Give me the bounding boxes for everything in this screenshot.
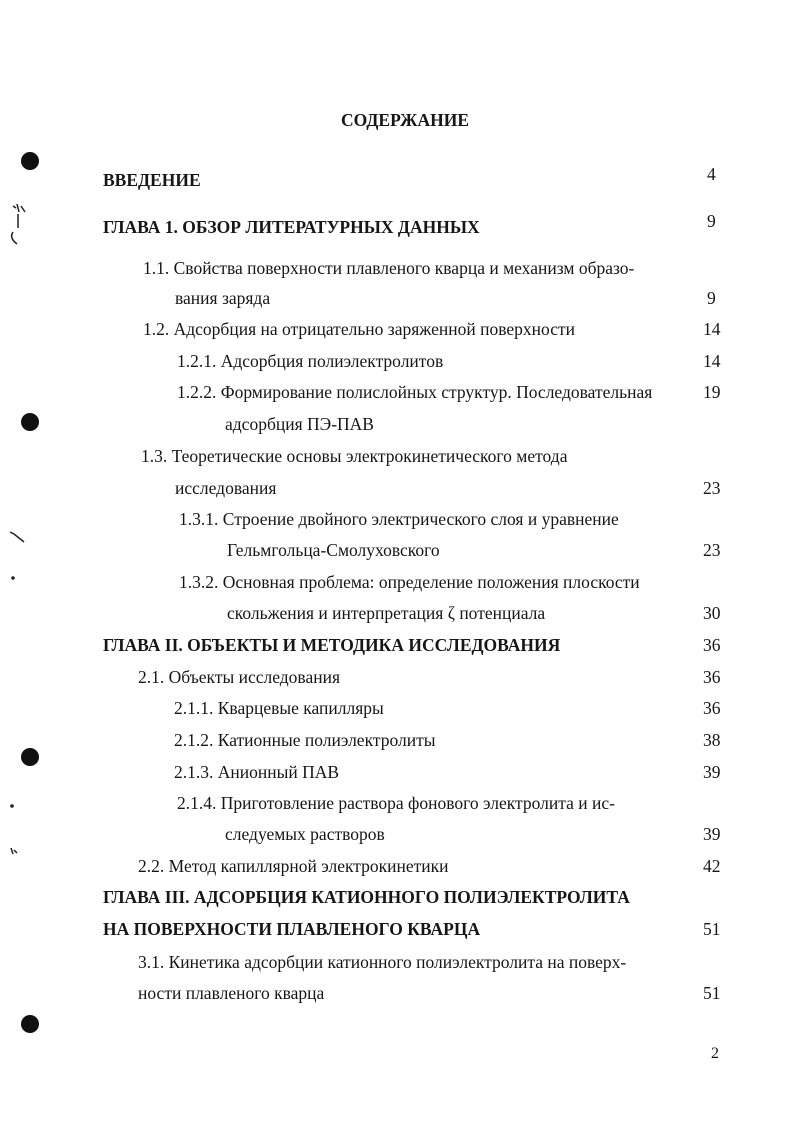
toc-section-continuation: вания заряда bbox=[175, 288, 271, 308]
scan-speck bbox=[5, 200, 35, 260]
toc-subsection-continuation: Гельмгольца-Смолуховского bbox=[227, 540, 440, 560]
page-title: СОДЕРЖАНИЕ bbox=[341, 110, 470, 130]
toc-page-number: 14 bbox=[703, 319, 721, 339]
toc-subsection-continuation: следуемых растворов bbox=[225, 824, 385, 844]
toc-subsection: 2.1.2. Катионные полиэлектролиты bbox=[174, 730, 436, 750]
toc-page-number: 9 bbox=[707, 211, 716, 231]
toc-page-number: 9 bbox=[707, 288, 716, 308]
toc-section: 2.2. Метод капиллярной электрокинетики bbox=[138, 856, 449, 876]
toc-page-number: 4 bbox=[707, 164, 716, 184]
toc-chapter: ВВЕДЕНИЕ bbox=[103, 170, 201, 190]
scan-speck bbox=[6, 528, 30, 588]
toc-page-number: 23 bbox=[703, 478, 721, 498]
toc-page-number: 38 bbox=[703, 730, 721, 750]
toc-page-number: 30 bbox=[703, 603, 721, 623]
toc-subsection: 2.1.4. Приготовление раствора фонового электролита и ис- bbox=[177, 793, 615, 813]
toc-page-number: 36 bbox=[703, 667, 721, 687]
binder-hole bbox=[21, 413, 39, 431]
toc-section: 1.3. Теоретические основы электрокинетического метода bbox=[141, 446, 568, 466]
toc-chapter: ГЛАВА 1. ОБЗОР ЛИТЕРАТУРНЫХ ДАННЫХ bbox=[103, 217, 480, 237]
toc-page-number: 39 bbox=[703, 762, 721, 782]
toc-page-number: 36 bbox=[703, 698, 721, 718]
page-number: 2 bbox=[711, 1045, 719, 1062]
toc-subsection-continuation: скольжения и интерпретация ζ потенциала bbox=[227, 603, 546, 623]
toc-subsection: 1.2.2. Формирование полислойных структур. Последовательная bbox=[177, 382, 653, 402]
binder-hole bbox=[21, 1015, 39, 1033]
toc-page-number: 42 bbox=[703, 856, 721, 876]
toc-subsection: 1.2.1. Адсорбция полиэлектролитов bbox=[177, 351, 444, 371]
toc-section-continuation: ности плавленого кварца bbox=[138, 983, 325, 1003]
toc-section: 1.1. Свойства поверхности плавленого кварца и механизм образо- bbox=[143, 258, 635, 278]
toc-subsection: 2.1.1. Кварцевые капилляры bbox=[174, 698, 384, 718]
toc-section: 2.1. Объекты исследования bbox=[138, 667, 341, 687]
toc-page-number: 39 bbox=[703, 824, 721, 844]
binder-hole bbox=[21, 748, 39, 766]
toc-subsection: 1.3.2. Основная проблема: определение положения плоскости bbox=[179, 572, 640, 592]
toc-subsection-continuation: адсорбция ПЭ-ПАВ bbox=[225, 414, 374, 434]
toc-page-number: 51 bbox=[703, 919, 721, 939]
toc-page-number: 36 bbox=[703, 635, 721, 655]
toc-section: 3.1. Кинетика адсорбции катионного полиэлектролита на поверх- bbox=[138, 952, 627, 972]
toc-page-number: 23 bbox=[703, 540, 721, 560]
binder-hole bbox=[21, 152, 39, 170]
toc-section: 1.2. Адсорбция на отрицательно заряженной поверхности bbox=[143, 319, 575, 339]
toc-page-number: 19 bbox=[703, 382, 721, 402]
toc-chapter: ГЛАВА II. ОБЪЕКТЫ И МЕТОДИКА ИССЛЕДОВАНИЯ bbox=[103, 635, 561, 655]
toc-page-number: 14 bbox=[703, 351, 721, 371]
toc-subsection: 2.1.3. Анионный ПАВ bbox=[174, 762, 340, 782]
scan-speck bbox=[6, 800, 30, 860]
toc-subsection: 1.3.1. Строение двойного электрического слоя и уравнение bbox=[179, 509, 619, 529]
toc-section-continuation: исследования bbox=[175, 478, 277, 498]
toc-chapter: ГЛАВА III. АДСОРБЦИЯ КАТИОННОГО ПОЛИЭЛЕКТРОЛИТА bbox=[103, 887, 630, 907]
toc-page-number: 51 bbox=[703, 983, 721, 1003]
toc-chapter-continuation: НА ПОВЕРХНОСТИ ПЛАВЛЕНОГО КВАРЦА bbox=[103, 919, 481, 939]
